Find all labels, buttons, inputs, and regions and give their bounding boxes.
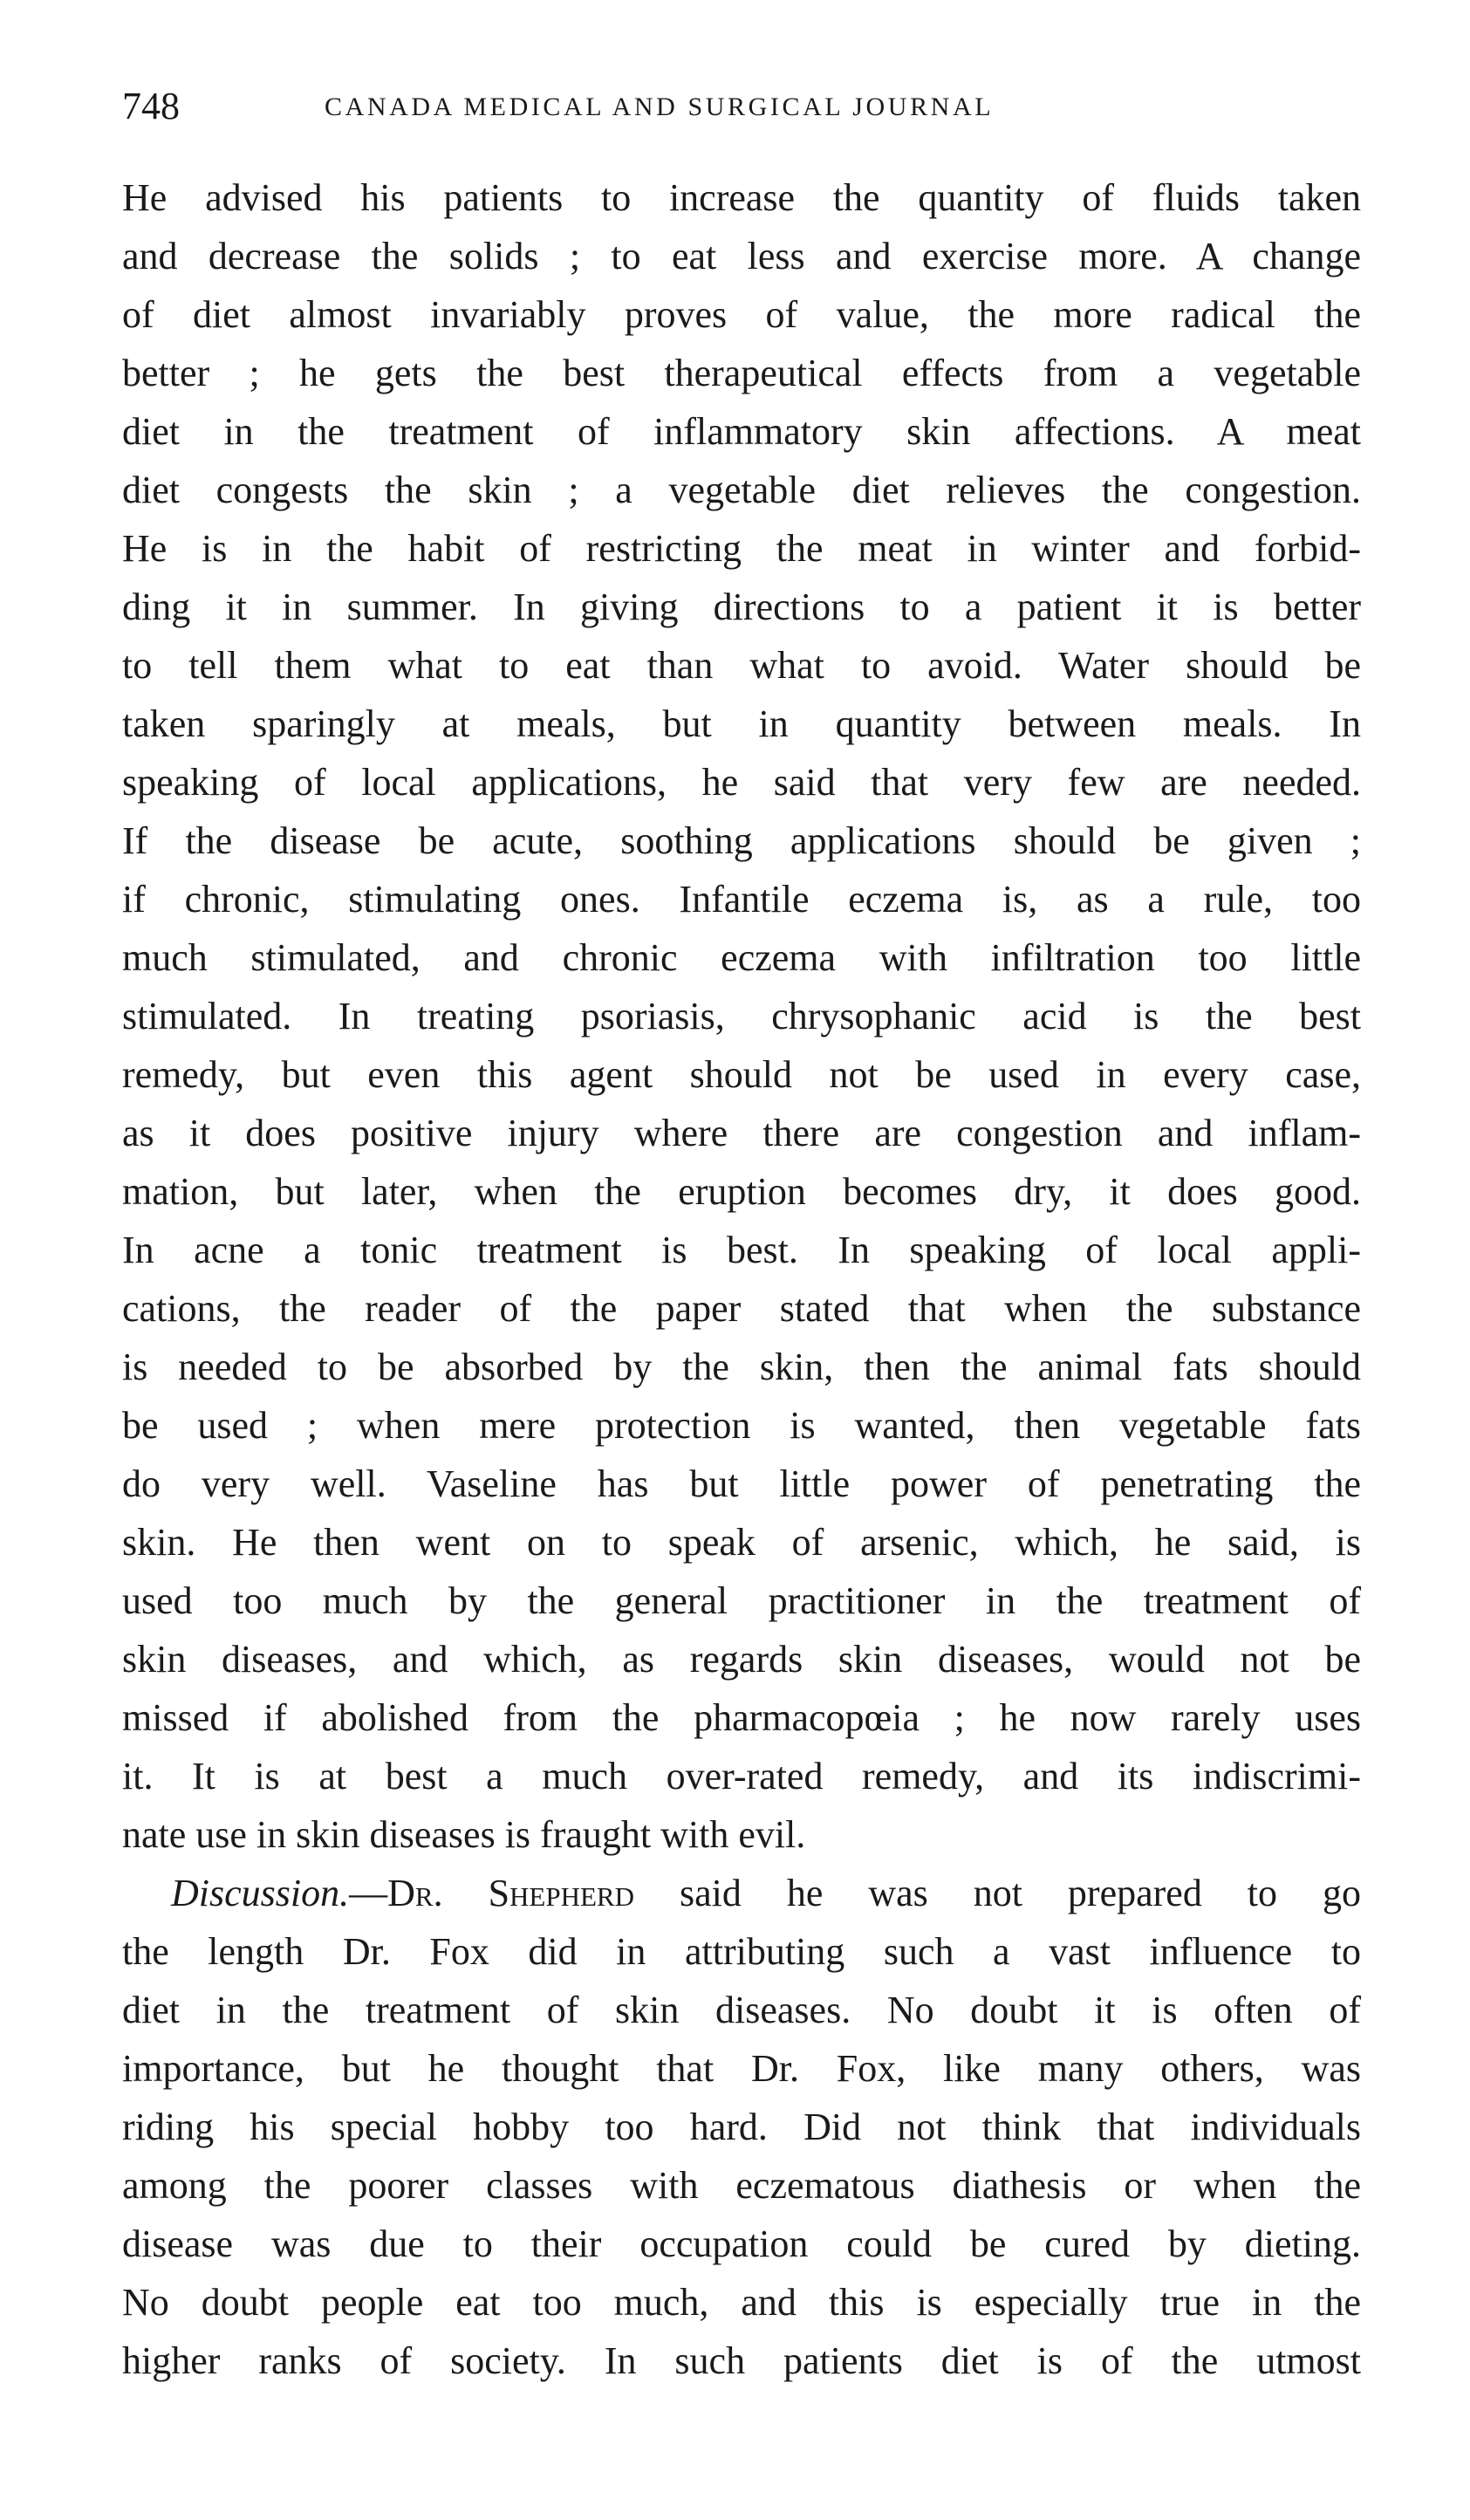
em-dash: — (349, 1872, 388, 1914)
text-line: of diet almost invariably proves of value, the more radical the (122, 293, 1361, 336)
text-line: In acne a tonic treatment is best. In speaking of local appli- (122, 1229, 1361, 1271)
text-line: higher ranks of society. In such patients diet is of the utmost (122, 2339, 1361, 2382)
text-line: if chronic, stimulating ones. Infantile eczema is, as a rule, too (122, 878, 1361, 921)
text-line: used too much by the general practitioner in the treatment of (122, 1579, 1361, 1622)
journal-title: CANADA MEDICAL AND SURGICAL JOURNAL (325, 92, 995, 121)
speaker-name: Shepherd (488, 1872, 634, 1914)
text-line: mation, but later, when the eruption becomes dry, it does good. (122, 1170, 1361, 1213)
text-line: No doubt people eat too much, and this is especially true in the (122, 2281, 1361, 2324)
text-line: taken sparingly at meals, but in quantity between meals. In (122, 702, 1361, 745)
text-line: nate use in skin diseases is fraught with evil. (122, 1813, 806, 1856)
text-line: better ; he gets the best therapeutical effects from a vegetable (122, 352, 1361, 394)
text-line: remedy, but even this agent should not be used in every case, (122, 1053, 1361, 1096)
text-line: disease was due to their occupation could be cured by dieting. (122, 2222, 1361, 2265)
speaker-title: Dr. (387, 1872, 443, 1914)
text-line: speaking of local applications, he said that very few are needed. (122, 761, 1361, 804)
text-line: cations, the reader of the paper stated that when the substance (122, 1287, 1361, 1330)
text-line: missed if abolished from the pharmacopœia ; he now rarely uses (122, 1696, 1361, 1739)
discussion-label: Discussion. (171, 1872, 350, 1914)
text-line: be used ; when mere protection is wanted, then vegetable fats (122, 1404, 1361, 1447)
text-line: skin. He then went on to speak of arsenic, which, he said, is (122, 1521, 1361, 1564)
text-line: to tell them what to eat than what to avoid. Water should be (122, 644, 1361, 687)
text-line: and decrease the solids ; to eat less and exercise more. A change (122, 235, 1361, 277)
text-line: riding his special hobby too hard. Did not think that individuals (122, 2106, 1361, 2148)
text-line: diet in the treatment of inflammatory skin affections. A meat (122, 410, 1361, 453)
running-head (122, 80, 1361, 133)
discussion-first-line-rest: said he was not prepared to go (633, 1872, 1361, 1914)
text-line: do very well. Vaseline has but little power of penetrating the (122, 1462, 1361, 1505)
text-line: He is in the habit of restricting the meat in winter and forbid- (122, 527, 1361, 570)
discussion-first-line (122, 1864, 1361, 1922)
text-line: diet in the treatment of skin diseases. No doubt it is often of (122, 1989, 1361, 2031)
text-line: skin diseases, and which, as regards skin diseases, would not be (122, 1638, 1361, 1681)
text-line: among the poorer classes with eczematous diathesis or when the (122, 2164, 1361, 2207)
text-line: If the disease be acute, soothing applications should be given ; (122, 819, 1361, 862)
text-line: He advised his patients to increase the quantity of fluids taken (122, 176, 1361, 219)
text-line: the length Dr. Fox did in attributing such a vast influence to (122, 1930, 1361, 1973)
text-line: is needed to be absorbed by the skin, then the animal fats should (122, 1346, 1361, 1388)
text-line: stimulated. In treating psoriasis, chrysophanic acid is the best (122, 995, 1361, 1037)
text-line: ding it in summer. In giving directions to a patient it is better (122, 585, 1361, 628)
text-line: as it does positive injury where there are congestion and inflam- (122, 1112, 1361, 1154)
text-line: it. It is at best a much over-rated remedy, and its indiscrimi- (122, 1755, 1361, 1798)
text-line: diet congests the skin ; a vegetable diet relieves the congestion. (122, 469, 1361, 511)
text-line: much stimulated, and chronic eczema with infiltration too little (122, 936, 1361, 979)
page-number: 748 (122, 85, 180, 127)
text-line: importance, but he thought that Dr. Fox, like many others, was (122, 2047, 1361, 2090)
body-text (122, 168, 1361, 2390)
